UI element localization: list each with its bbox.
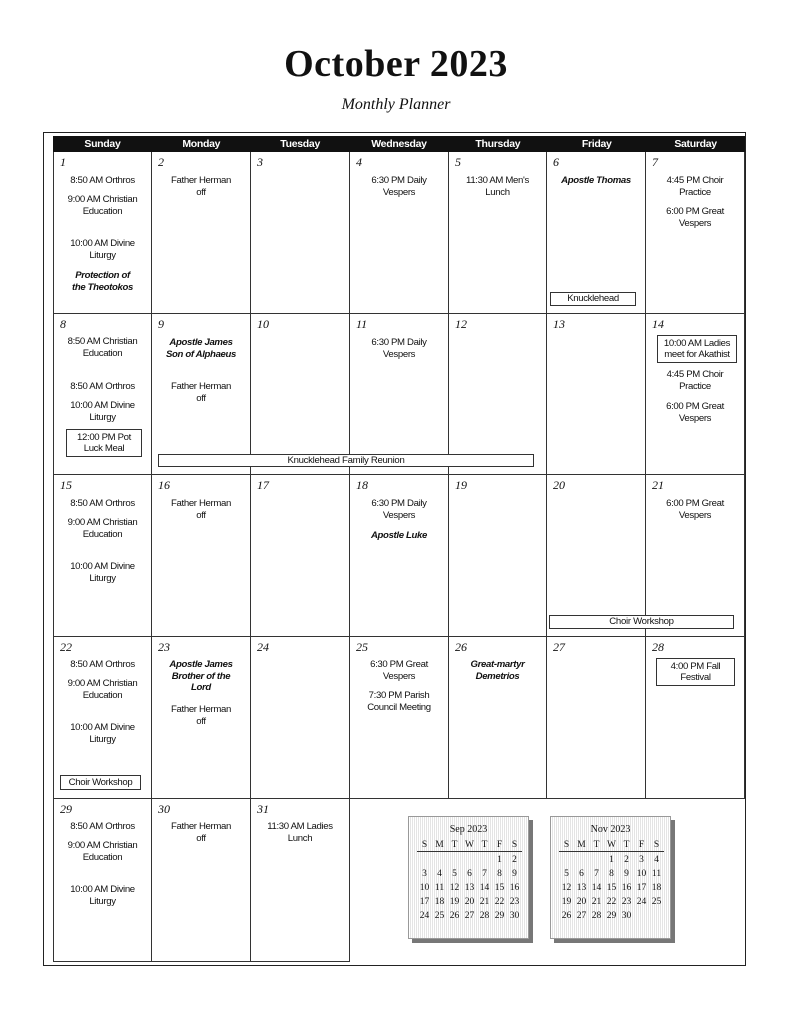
day-cell-14[interactable]	[646, 314, 745, 475]
mini-calendar-day: 16	[509, 883, 520, 893]
page-subtitle: Monthly Planner	[341, 96, 451, 113]
mini-calendar-day: 28	[479, 911, 490, 921]
mini-calendar-weekday: S	[507, 839, 522, 852]
mini-calendar-day: 25	[651, 897, 662, 907]
day-number: 6	[553, 155, 559, 169]
mini-calendar-day: 12	[449, 883, 460, 893]
day-number: 27	[553, 640, 565, 654]
day-number: 9	[158, 317, 164, 331]
mini-calendar-day: 23	[509, 897, 520, 907]
day-number: 21	[652, 478, 664, 492]
day-cell-15[interactable]	[53, 475, 152, 637]
weekday-header	[53, 136, 745, 152]
day-number: 29	[60, 802, 72, 816]
mini-calendar-day: 1	[609, 855, 614, 865]
mini-calendar-day: 6	[467, 869, 472, 879]
mini-calendar-day: 22	[606, 897, 617, 907]
event: Father Herman off	[171, 381, 231, 404]
weekday-thursday: Thursday	[475, 138, 521, 150]
mini-calendar-weekday: W	[604, 839, 619, 852]
mini-calendar-day: 15	[494, 883, 505, 893]
day-cell-23[interactable]	[152, 637, 251, 799]
mini-calendar-day: 11	[651, 869, 662, 879]
mini-calendar-day	[462, 854, 477, 866]
day-number: 10	[257, 317, 269, 331]
mini-calendar-weekday: M	[432, 839, 447, 852]
day-number: 14	[652, 317, 664, 331]
mini-calendar-day	[559, 854, 574, 866]
mini-calendar-day	[574, 854, 589, 866]
day-number: 18	[356, 478, 368, 492]
event-box: 12:00 PM Pot Luck Meal	[66, 429, 142, 457]
mini-calendar-title: Sep 2023	[449, 824, 488, 835]
mini-calendar-day: 16	[621, 883, 632, 893]
day-cell-2[interactable]	[152, 152, 251, 314]
event-box: 10:00 AM Ladies meet for Akathist	[657, 335, 737, 363]
event-bar-choir-workshop: Choir Workshop	[549, 615, 734, 629]
mini-calendar-sep	[408, 816, 529, 939]
day-cell-12[interactable]	[449, 314, 547, 475]
mini-calendar-day: 4	[654, 855, 659, 865]
mini-calendar-weekday: S	[559, 839, 574, 852]
day-cell-11[interactable]	[350, 314, 449, 475]
day-cell-24[interactable]	[251, 637, 350, 799]
event: 10:00 AM Divine Liturgy	[70, 400, 135, 423]
event: Father Herman off	[171, 498, 231, 521]
event: 9:00 AM Christian Education	[67, 194, 138, 217]
day-number: 5	[455, 155, 461, 169]
mini-calendar-weekday: W	[462, 839, 477, 852]
day-number: 1	[60, 155, 66, 169]
mini-calendar-day: 27	[576, 911, 587, 921]
event-box: Knucklehead	[550, 292, 636, 306]
mini-calendar-weekday: F	[492, 839, 507, 852]
mini-calendar-day	[589, 854, 604, 866]
mini-calendar-day: 22	[494, 897, 505, 907]
mini-calendar-day: 3	[639, 855, 644, 865]
event: 6:30 PM Daily Vespers	[371, 337, 427, 360]
mini-calendar-nov	[550, 816, 671, 939]
day-number: 3	[257, 155, 263, 169]
event-bar-family-reunion: Knucklehead Family Reunion	[158, 454, 534, 467]
day-number: 31	[257, 802, 269, 816]
day-number: 17	[257, 478, 269, 492]
mini-calendar-grid	[417, 839, 528, 922]
day-cell-7[interactable]	[646, 152, 745, 314]
mini-calendar-day: 26	[449, 911, 460, 921]
day-cell-13[interactable]	[547, 314, 646, 475]
mini-calendar-day: 30	[621, 911, 632, 921]
mini-calendar-day: 14	[479, 883, 490, 893]
event: Father Herman off	[171, 704, 231, 727]
day-number: 20	[553, 478, 565, 492]
mini-calendar-day: 24	[636, 897, 647, 907]
day-number: 30	[158, 802, 170, 816]
day-cell-20[interactable]	[547, 475, 646, 637]
mini-calendar-day: 3	[422, 869, 427, 879]
mini-calendar-day: 29	[494, 911, 505, 921]
event: 8:50 AM Orthros	[70, 381, 135, 392]
feast-day: Apostle James Brother of the Lord	[169, 659, 233, 693]
weekday-monday: Monday	[182, 138, 221, 150]
day-cell-19[interactable]	[449, 475, 547, 637]
event: 6:30 PM Daily Vespers	[371, 498, 427, 521]
mini-calendar-day: 11	[434, 883, 445, 893]
day-number: 4	[356, 155, 362, 169]
day-cell-21[interactable]	[646, 475, 745, 637]
mini-calendar-day: 15	[606, 883, 617, 893]
mini-calendar-weekday: T	[619, 839, 634, 852]
mini-calendar-day: 12	[561, 883, 572, 893]
mini-calendar-day: 21	[479, 897, 490, 907]
day-cell-8[interactable]	[53, 314, 152, 475]
mini-calendar-day: 19	[449, 897, 460, 907]
mini-calendar-day: 5	[564, 869, 569, 879]
mini-calendar-day: 17	[419, 897, 430, 907]
weekday-sunday: Sunday	[84, 138, 121, 150]
event: 7:30 PM Parish Council Meeting	[367, 690, 431, 713]
event: 8:50 AM Orthros	[70, 821, 135, 832]
feast-day: Apostle James Son of Alphaeus	[165, 337, 237, 360]
weekday-tuesday: Tuesday	[280, 138, 321, 150]
event: 8:50 AM Christian Education	[67, 336, 138, 359]
event: 10:00 AM Divine Liturgy	[70, 722, 135, 745]
mini-calendar-day: 7	[482, 869, 487, 879]
mini-calendar-day: 9	[512, 869, 517, 879]
event: 9:00 AM Christian Education	[67, 678, 138, 701]
mini-calendar-day: 18	[434, 897, 445, 907]
day-cell-9[interactable]	[152, 314, 251, 475]
day-cell-4[interactable]	[350, 152, 449, 314]
event: 6:00 PM Great Vespers	[666, 498, 724, 521]
mini-calendar-day: 18	[651, 883, 662, 893]
mini-calendar-day	[432, 854, 447, 866]
mini-calendar-day: 8	[609, 869, 614, 879]
mini-calendar-day: 14	[591, 883, 602, 893]
mini-calendar-day: 23	[621, 897, 632, 907]
event: 4:45 PM Choir Practice	[666, 175, 724, 198]
day-cell-18[interactable]	[350, 475, 449, 637]
event: 9:00 AM Christian Education	[67, 840, 138, 863]
day-cell-27[interactable]	[547, 637, 646, 799]
day-cell-30[interactable]	[152, 799, 251, 962]
day-cell-16[interactable]	[152, 475, 251, 637]
mini-calendar-weekday: S	[417, 839, 432, 852]
day-cell-28[interactable]	[646, 637, 745, 799]
day-number: 26	[455, 640, 467, 654]
mini-calendar-day: 21	[591, 897, 602, 907]
weekday-wednesday: Wednesday	[371, 138, 427, 150]
day-cell-10[interactable]	[251, 314, 350, 475]
event: Father Herman off	[171, 821, 231, 844]
event: 8:50 AM Orthros	[70, 175, 135, 186]
event: 8:50 AM Orthros	[70, 498, 135, 509]
day-cell-31[interactable]	[251, 799, 350, 962]
day-number: 19	[455, 478, 467, 492]
day-number: 2	[158, 155, 164, 169]
event: 9:00 AM Christian Education	[67, 517, 138, 540]
event-box: Choir Workshop	[60, 775, 141, 790]
mini-calendar-day: 5	[452, 869, 457, 879]
mini-calendar-day: 7	[594, 869, 599, 879]
mini-calendar-day: 27	[464, 911, 475, 921]
mini-calendar-weekday: S	[649, 839, 664, 852]
mini-calendar-day: 29	[606, 911, 617, 921]
mini-calendar-title: Nov 2023	[590, 824, 631, 835]
mini-calendar-day: 13	[464, 883, 475, 893]
mini-calendar-day	[477, 854, 492, 866]
mini-calendar-weekday: T	[589, 839, 604, 852]
feast-day: Great-martyr Demetrios	[470, 659, 525, 682]
day-cell-3[interactable]	[251, 152, 350, 314]
day-number: 28	[652, 640, 664, 654]
mini-calendar-day: 13	[576, 883, 587, 893]
event: Father Herman off	[171, 175, 231, 198]
feast-day: Apostle Thomas	[561, 175, 631, 186]
feast-day: Apostle Luke	[370, 530, 428, 541]
mini-calendar-day: 2	[512, 855, 517, 865]
mini-calendar-day: 25	[434, 911, 445, 921]
mini-calendar-day: 10	[636, 869, 647, 879]
day-number: 15	[60, 478, 72, 492]
mini-calendar-day: 4	[437, 869, 442, 879]
day-number: 16	[158, 478, 170, 492]
mini-calendar-day: 20	[464, 897, 475, 907]
mini-calendar-day: 20	[576, 897, 587, 907]
day-number: 8	[60, 317, 66, 331]
event: 6:30 PM Daily Vespers	[371, 175, 427, 198]
day-number: 24	[257, 640, 269, 654]
mini-calendar-day: 26	[561, 911, 572, 921]
mini-calendar-day: 6	[579, 869, 584, 879]
mini-calendar-weekday: M	[574, 839, 589, 852]
mini-calendar-day	[447, 854, 462, 866]
mini-calendar-day: 17	[636, 883, 647, 893]
mini-calendar-day	[417, 854, 432, 866]
event: 10:00 AM Divine Liturgy	[70, 238, 135, 261]
day-cell-17[interactable]	[251, 475, 350, 637]
day-number: 25	[356, 640, 368, 654]
mini-calendar-weekday: T	[447, 839, 462, 852]
day-number: 12	[455, 317, 467, 331]
day-number: 11	[356, 317, 368, 331]
day-cell-1[interactable]	[53, 152, 152, 314]
event: 11:30 AM Men's Lunch	[466, 175, 529, 198]
event: 10:00 AM Divine Liturgy	[70, 561, 135, 584]
event: 6:30 PM Great Vespers	[370, 659, 428, 682]
event: 10:00 AM Divine Liturgy	[70, 884, 135, 907]
feast-day: Protection of the Theotokos	[71, 270, 133, 293]
mini-calendar-day: 19	[561, 897, 572, 907]
page-title: October 2023	[284, 43, 508, 85]
day-cell-26[interactable]	[449, 637, 547, 799]
day-cell-6[interactable]	[547, 152, 646, 314]
event: 8:50 AM Orthros	[70, 659, 135, 670]
mini-calendar-day: 1	[497, 855, 502, 865]
mini-calendar-day: 30	[509, 911, 520, 921]
day-cell-22[interactable]	[53, 637, 152, 799]
mini-calendar-day: 2	[624, 855, 629, 865]
event: 6:00 PM Great Vespers	[666, 401, 724, 424]
day-number: 22	[60, 640, 72, 654]
day-cell-5[interactable]	[449, 152, 547, 314]
event-box: 4:00 PM Fall Festival	[656, 658, 735, 686]
mini-calendar-day: 10	[419, 883, 430, 893]
day-number: 7	[652, 155, 658, 169]
day-cell-25[interactable]	[350, 637, 449, 799]
event: 4:45 PM Choir Practice	[666, 369, 724, 392]
event: 11:30 AM Ladies Lunch	[267, 821, 333, 844]
event: 6:00 PM Great Vespers	[666, 206, 724, 229]
mini-calendar-weekday: F	[634, 839, 649, 852]
mini-calendar-day: 28	[591, 911, 602, 921]
weekday-saturday: Saturday	[674, 138, 717, 150]
mini-calendar-grid	[559, 839, 670, 922]
mini-calendar-weekday: T	[477, 839, 492, 852]
mini-calendar-day: 9	[624, 869, 629, 879]
day-number: 23	[158, 640, 170, 654]
mini-calendar-day: 8	[497, 869, 502, 879]
day-cell-29[interactable]	[53, 799, 152, 962]
mini-calendar-day: 24	[419, 911, 430, 921]
day-number: 13	[553, 317, 565, 331]
weekday-friday: Friday	[581, 138, 612, 150]
